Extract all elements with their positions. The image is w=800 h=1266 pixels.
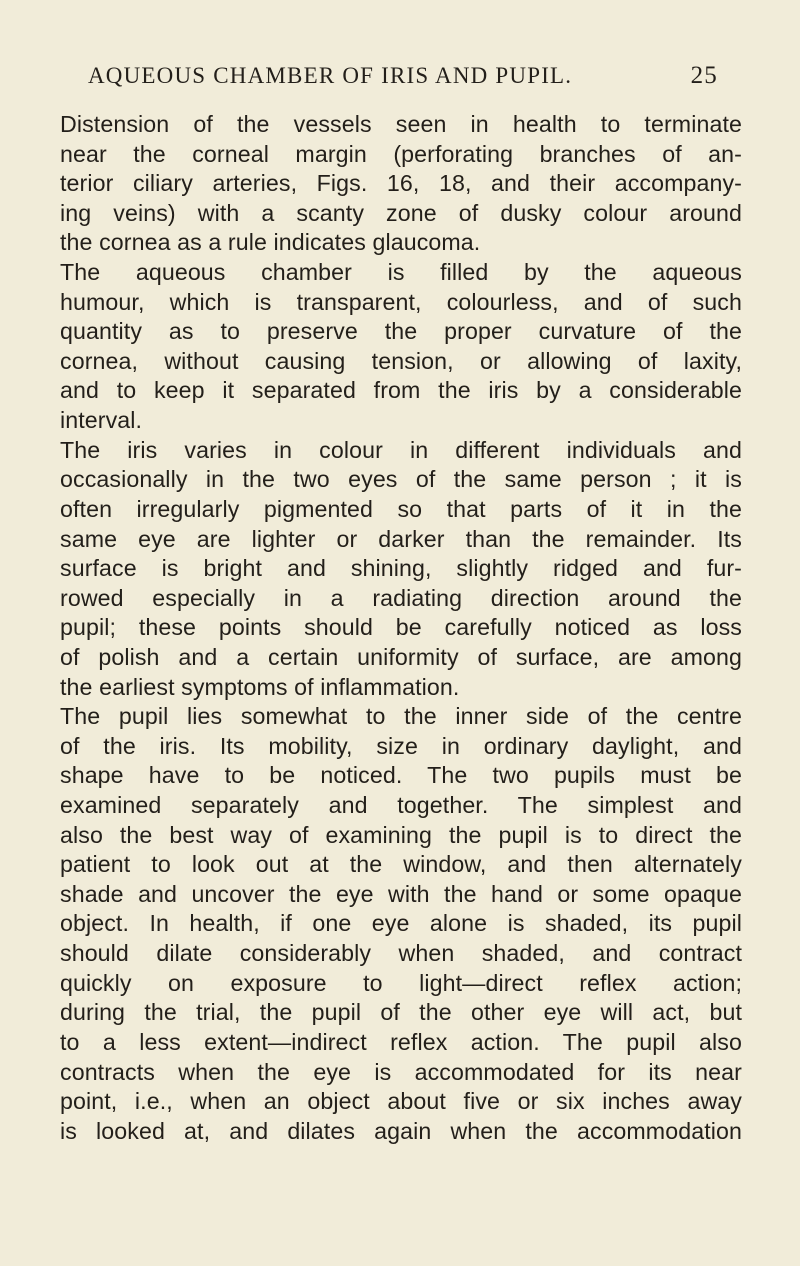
text-line: patient to look out at the window, and then alternately (60, 851, 742, 878)
page-number: 25 (690, 62, 718, 89)
text-line: often irregularly pigmented so that parts of it in the (60, 495, 742, 522)
text-line: is looked at, and dilates again when the accommodation (60, 1117, 742, 1144)
running-title: AQUEOUS CHAMBER OF IRIS AND PUPIL. (88, 63, 573, 88)
text-line: near the corneal margin (perforating branches of an- (60, 140, 742, 167)
text-line: Distension of the vessels seen in health to terminate (60, 111, 742, 137)
text-line: The pupil lies somewhat to the inner side of the centre (60, 703, 742, 730)
text-line: shade and uncover the eye with the hand or some opaque (60, 880, 742, 907)
text-line: to a less extent—indirect reflex action. The pupil also (60, 1028, 742, 1055)
text-line: also the best way of examining the pupil is to direct the (60, 821, 742, 848)
text-line: shape have to be noticed. The two pupils must be (60, 762, 742, 789)
text-line: of the iris. Its mobility, size in ordinary daylight, and (60, 732, 742, 759)
text-line: the earliest symptoms of inflammation. (60, 673, 460, 700)
text-line: object. In health, if one eye alone is shaded, its pupil (60, 910, 742, 937)
text-line: quickly on exposure to light—direct reflex action; (60, 969, 742, 996)
text-line: should dilate considerably when shaded, and contract (60, 940, 742, 967)
text-line: ing veins) with a scanty zone of dusky colour around (60, 199, 742, 226)
text-line: during the trial, the pupil of the other eye will act, but (60, 999, 742, 1026)
text-line: occasionally in the two eyes of the same person ; it is (60, 466, 742, 493)
text-line: humour, which is transparent, colourless, and of such (60, 288, 742, 315)
text-line: same eye are lighter or darker than the remainder. Its (60, 525, 742, 552)
text-line: the cornea as a rule indicates glaucoma. (60, 229, 481, 256)
text-line: interval. (60, 407, 143, 434)
running-head (88, 58, 748, 94)
text-line: contracts when the eye is accommodated for its near (60, 1058, 742, 1085)
text-line: cornea, without causing tension, or allowing of laxity, (60, 347, 742, 374)
text-line: quantity as to preserve the proper curvature of the (60, 318, 742, 345)
body-text (60, 110, 742, 1146)
text-line: rowed especially in a radiating direction around the (60, 584, 742, 611)
text-line: of polish and a certain uniformity of surface, are among (60, 643, 742, 670)
text-line: pupil; these points should be carefully noticed as loss (60, 614, 742, 641)
text-line: surface is bright and shining, slightly ridged and fur- (60, 555, 742, 582)
text-line: examined separately and together. The simplest and (60, 792, 742, 819)
text-line: and to keep it separated from the iris by a considerable (60, 377, 742, 404)
text-line: The aqueous chamber is filled by the aqueous (60, 259, 742, 286)
text-line: point, i.e., when an object about five or six inches away (60, 1088, 742, 1115)
text-line: terior ciliary arteries, Figs. 16, 18, and their accompany- (60, 170, 742, 197)
text-line: The iris varies in colour in different individuals and (60, 436, 742, 463)
